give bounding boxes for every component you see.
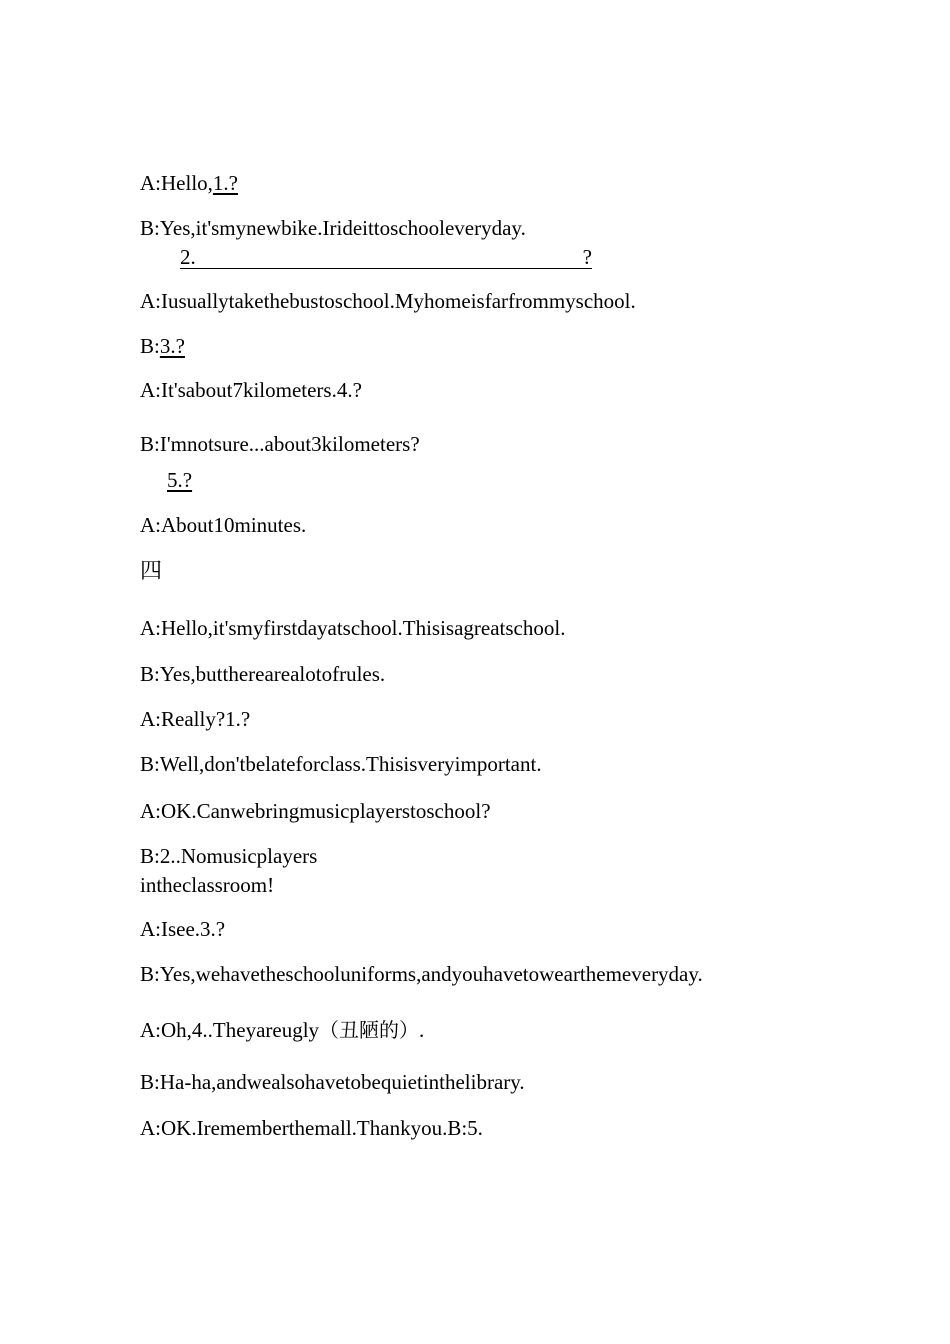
- dialog1-line-8: A:About10minutes.: [140, 513, 307, 537]
- dialog1-line-7: [167, 466, 192, 494]
- dialog1-line-4: [140, 332, 185, 360]
- answer-blank-5: 5.?: [167, 468, 193, 492]
- line-prefix: A:Hello,: [140, 171, 213, 195]
- dialog2-line-10: [140, 1016, 424, 1044]
- answer-blank-2-underline: [180, 246, 592, 269]
- dialog1-line-6: B:I'mnotsure...about3kilometers?: [140, 432, 420, 456]
- dialog1-line-5: A:It'sabout7kilometers.4.?: [140, 378, 362, 402]
- dialog1-line-1: [140, 169, 238, 197]
- dialog2-line-7: intheclassroom!: [140, 873, 275, 897]
- answer-blank-2-number: 2.: [180, 245, 196, 269]
- section-heading: 四: [140, 559, 163, 584]
- line-prefix: B:: [140, 334, 160, 358]
- dialog2-line-3: A:Really?1.?: [140, 707, 251, 731]
- dialog2-line-9: B:Yes,wehavetheschooluniforms,andyouhavetowearthemeveryday.: [140, 962, 703, 986]
- line-prefix: A:Oh,4..Theyareugly: [140, 1018, 320, 1042]
- dialog2-line-1: A:Hello,it'smyfirstdayatschool.Thisisagreatschool.: [140, 616, 566, 640]
- dialog2-line-2: B:Yes,buttherearealotofrules.: [140, 662, 386, 686]
- answer-blank-2: [180, 243, 592, 271]
- answer-blank-2-question-mark: ?: [582, 245, 592, 269]
- dialog2-line-5: A:OK.Canwebringmusicplayerstoschool?: [140, 799, 491, 823]
- dialog2-line-11: B:Ha-ha,andwealsohavetobequietinthelibrary.: [140, 1070, 525, 1094]
- dialog1-line-2: B:Yes,it'smynewbike.Irideittoschooleveryday.: [140, 216, 526, 240]
- line-suffix: .: [419, 1018, 425, 1042]
- dialog2-line-12: A:OK.Irememberthemall.Thankyou.B:5.: [140, 1116, 483, 1140]
- dialog2-line-4: B:Well,don'tbelateforclass.Thisisveryimportant.: [140, 752, 542, 776]
- dialog1-line-3: A:Iusuallytakethebustoschool.Myhomeisfarfrommyschool.: [140, 289, 636, 313]
- dialog2-line-6: B:2..Nomusicplayers: [140, 844, 318, 868]
- answer-blank-3: 3.?: [159, 334, 185, 358]
- dialog2-line-8: A:Isee.3.?: [140, 917, 226, 941]
- chinese-gloss: （丑陋的）: [319, 1018, 420, 1042]
- answer-blank-1: 1.?: [212, 171, 238, 195]
